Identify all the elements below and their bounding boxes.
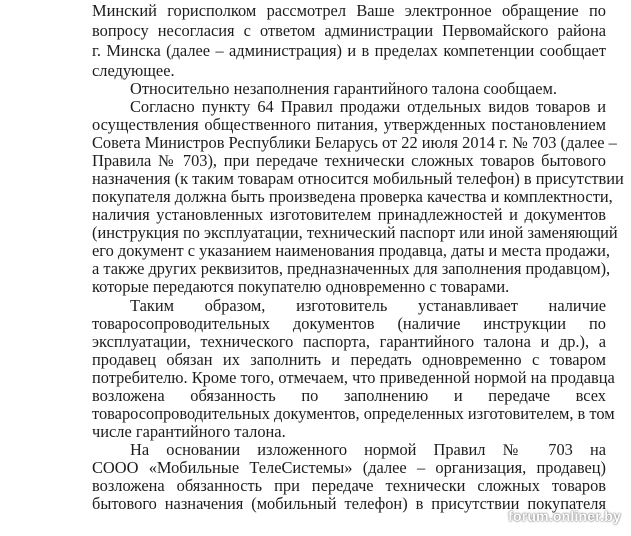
text-line: вопросу несогласия с ответом администрации Первомайского района [92,21,606,40]
text-line: Таким образом, изготовитель устанавливает наличие [130,296,606,315]
text-line: бытового назначения (мобильный телефон) в присутствии покупателя [92,494,606,513]
text-line: покупателя должна быть произведена проверка качества и комплектности, [92,187,613,206]
text-line: назначения (к таким товарам относится мобильный телефон) в присутствии [92,169,624,188]
site-watermark: forum.onliner.by [508,508,621,524]
text-line: следующее. [92,61,175,80]
text-line: г. Минска (далее – администрация) и в пределах компетенции сообщает [92,41,606,60]
text-line: (инструкция по эксплуатации, технический паспорт или иной заменяющий [92,223,618,242]
text-line: СООО «Мобильные ТелеСистемы» (далее – организация, продавец) [92,458,606,477]
text-line: Минский горисполком рассмотрел Ваше электронное обращение по [92,1,606,20]
text-line: продавец обязан их заполнить и передать одновременно с товаром [92,350,606,369]
text-line: а также других реквизитов, предназначенных для заполнения продавцом), [92,259,611,278]
text-line: возложена обязанность при передаче технически сложных товаров [92,476,606,495]
text-line: числе гарантийного талона. [92,422,286,441]
text-line: которые передаются покупателю одновременно с товарами. [92,277,510,296]
text-line: его документ с указанием наименования продавца, даты и места продажи, [92,241,610,260]
text-line: товаросопроводительных документов (наличие инструкции по [92,314,606,333]
text-line: Правила № 703), при передаче технически сложных товаров бытового [92,151,606,170]
text-line: Относительно незаполнения гарантийного талона сообщаем. [130,79,557,98]
text-line: потребителю. Кроме того, отмечаем, что приведенной нормой на продавца [92,368,615,387]
text-line: На основании изложенного нормой Правил № 703 на [130,440,606,459]
text-line: эксплуатации, технического паспорта, гарантийного талона и др.), а [92,332,606,351]
text-line: товаросопроводительных документов, определенных изготовителем, в том [92,404,615,423]
text-line: Согласно пункту 64 Правил продажи отдельных видов товаров и [130,97,606,116]
text-line: возложена обязанность по заполнению и передаче всех [92,386,606,405]
text-line: наличия установленных изготовителем принадлежностей и документов [92,205,606,224]
text-line: осуществления общественного питания, утвержденных постановлением [92,115,606,134]
text-line: Совета Министров Республики Беларусь от 22 июля 2014 г. № 703 (далее – [92,133,617,152]
